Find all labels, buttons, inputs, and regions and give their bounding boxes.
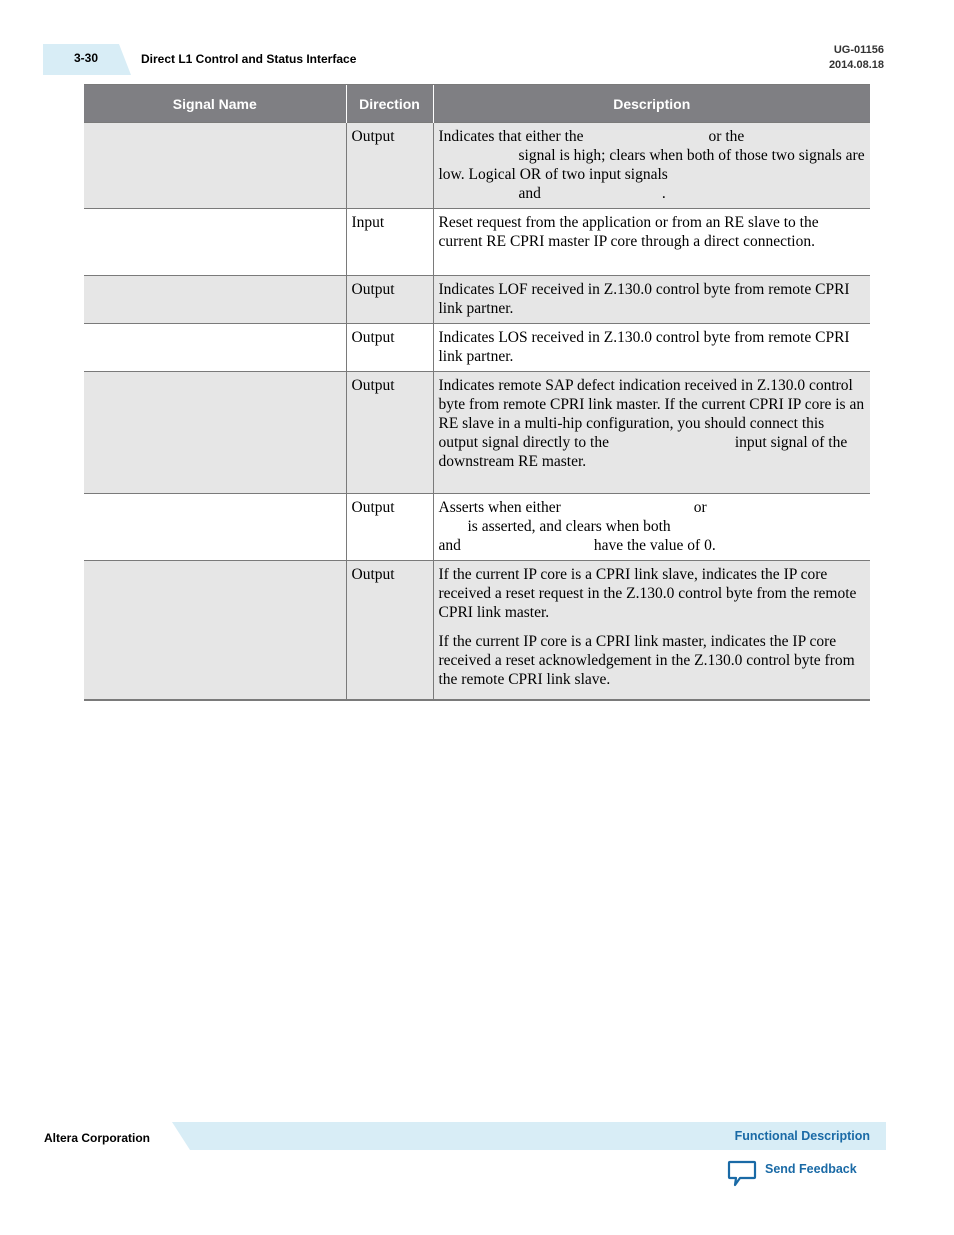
description-cell: Indicates LOF received in Z.130.0 control byte from remote CPRI link partner. [433,276,870,324]
description-text: is asserted, and clears when both [467,518,671,535]
description-text: Asserts when either [438,499,561,516]
send-feedback-link[interactable]: Send Feedback [765,1162,857,1176]
speech-bubble-icon[interactable] [727,1158,757,1188]
table-row [84,276,870,324]
column-header-description: Description [433,85,870,123]
section-title: Direct L1 Control and Status Interface [141,52,357,66]
direction-cell: Output [346,372,433,494]
description-cell: Indicates LOS received in Z.130.0 control byte from remote CPRI link partner. [433,324,870,372]
direction-cell: Output [346,276,433,324]
signal-name-cell [84,123,346,209]
direction-cell: Input [346,209,433,276]
description-text: . [661,185,666,202]
signal-name-cell [84,561,346,700]
signal-table [84,84,870,701]
description-cell [433,123,870,209]
doc-date: 2014.08.18 [828,59,884,71]
table-row [84,324,870,372]
description-paragraph: If the current IP core is a CPRI link master, indicates the IP core received a reset acknowledgement in the Z.130.0 control byte from the remote CPRI link slave. [438,633,855,688]
description-cell [433,561,870,700]
description-text: have the value of 0. [593,537,716,554]
description-text: input signal of the downstream RE master. [438,434,848,470]
column-header-signal-name: Signal Name [84,85,346,123]
description-text: and [518,185,541,202]
description-text: or [693,499,707,516]
table-row [84,123,870,209]
description-text: and [438,537,461,554]
direction-cell: Output [346,494,433,561]
signal-name-cell [84,209,346,276]
signal-name-cell [84,276,346,324]
direction-cell: Output [346,324,433,372]
description-text: or the [708,128,745,145]
direction-cell: Output [346,123,433,209]
direction-cell: Output [346,561,433,700]
column-header-direction: Direction [346,85,433,123]
page-number: 3-30 [74,51,99,65]
table-row [84,372,870,494]
doc-id: UG-01156 [833,44,884,56]
doc-info [829,43,884,73]
footer-section-link[interactable]: Functional Description [734,1129,870,1143]
table-row [84,494,870,561]
description-paragraph: If the current IP core is a CPRI link slave, indicates the IP core received a reset request in the Z.130.0 control byte from the remote CPRI link master. [438,566,857,621]
description-cell: Reset request from the application or from an RE slave to the current RE CPRI master IP core through a direct connection. [433,209,870,276]
description-text: Indicates remote SAP defect indication received in Z.130.0 control byte from remote CPRI link master. If the current CPRI IP core is an RE slave in a multi-hip configuration, you should connect this output signal directly to the [438,377,865,451]
table-row [84,561,870,700]
description-cell [433,372,870,494]
signal-name-cell [84,372,346,494]
description-cell [433,494,870,561]
signal-name-cell [84,494,346,561]
company-name: Altera Corporation [44,1131,151,1145]
description-text: Indicates that either the [438,128,584,145]
table-header-row [84,85,870,123]
table-row [84,209,870,276]
signal-name-cell [84,324,346,372]
description-text: signal is high; clears when both of those two signals are low. Logical OR of two input signals [438,147,865,183]
